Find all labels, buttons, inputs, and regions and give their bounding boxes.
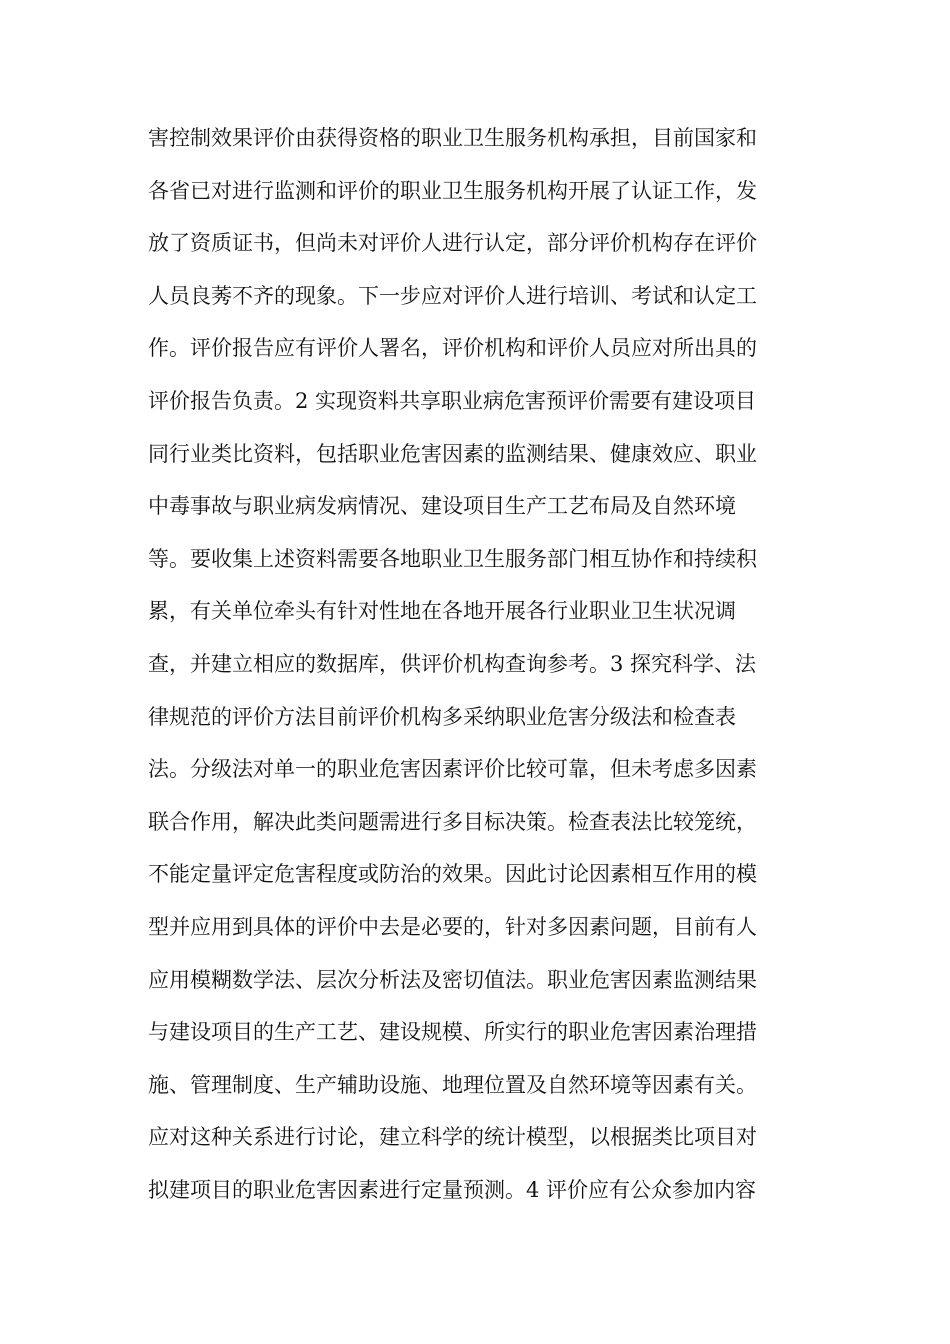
text-line: 累，有关单位牵头有针对性地在各地开展各行业职业卫生状况调	[148, 599, 736, 624]
text-line: 作。评价报告应有评价人署名，评价机构和评价人员应对所出具的	[148, 336, 757, 361]
text-line: 法。分级法对单一的职业危害因素评价比较可靠，但未考虑多因素	[148, 757, 757, 782]
body-text	[148, 120, 808, 1224]
text-line: 评价报告负责。2 实现资料共享职业病危害预评价需要有建设项目	[148, 388, 757, 413]
text-line: 型并应用到具体的评价中去是必要的，针对多因素问题，目前有人	[148, 914, 757, 939]
text-line: 查，并建立相应的数据库，供评价机构查询参考。3 探究科学、法	[148, 651, 757, 676]
text-line: 拟建项目的职业危害因素进行定量预测。4 评价应有公众参加内容	[148, 1177, 757, 1202]
text-line: 应对这种关系进行讨论，建立科学的统计模型，以根据类比项目对	[148, 1125, 757, 1150]
text-line: 与建设项目的生产工艺、建设规模、所实行的职业危害因素治理措	[148, 1020, 757, 1045]
text-line: 施、管理制度、生产辅助设施、地理位置及自然环境等因素有关。	[148, 1072, 757, 1097]
text-line: 应用模糊数学法、层次分析法及密切值法。职业危害因素监测结果	[148, 967, 757, 992]
text-line: 等。要收集上述资料需要各地职业卫生服务部门相互协作和持续积	[148, 546, 757, 571]
text-line: 害控制效果评价由获得资格的职业卫生服务机构承担，目前国家和	[148, 126, 757, 150]
text-line: 人员良莠不齐的现象。下一步应对评价人进行培训、考试和认定工	[148, 283, 757, 308]
text-line: 同行业类比资料，包括职业危害因素的监测结果、健康效应、职业	[148, 441, 757, 466]
text-line: 各省已对进行监测和评价的职业卫生服务机构开展了认证工作，发	[148, 178, 757, 203]
text-line: 联合作用，解决此类问题需进行多目标决策。检查表法比较笼统，	[148, 809, 757, 834]
text-line: 放了资质证书，但尚未对评价人进行认定，部分评价机构存在评价	[148, 231, 757, 256]
text-line: 不能定量评定危害程度或防治的效果。因此讨论因素相互作用的模	[148, 862, 757, 887]
text-line: 中毒事故与职业病发病情况、建设项目生产工艺布局及自然环境	[148, 494, 736, 519]
text-line: 律规范的评价方法目前评价机构多采纳职业危害分级法和检查表	[148, 704, 736, 729]
